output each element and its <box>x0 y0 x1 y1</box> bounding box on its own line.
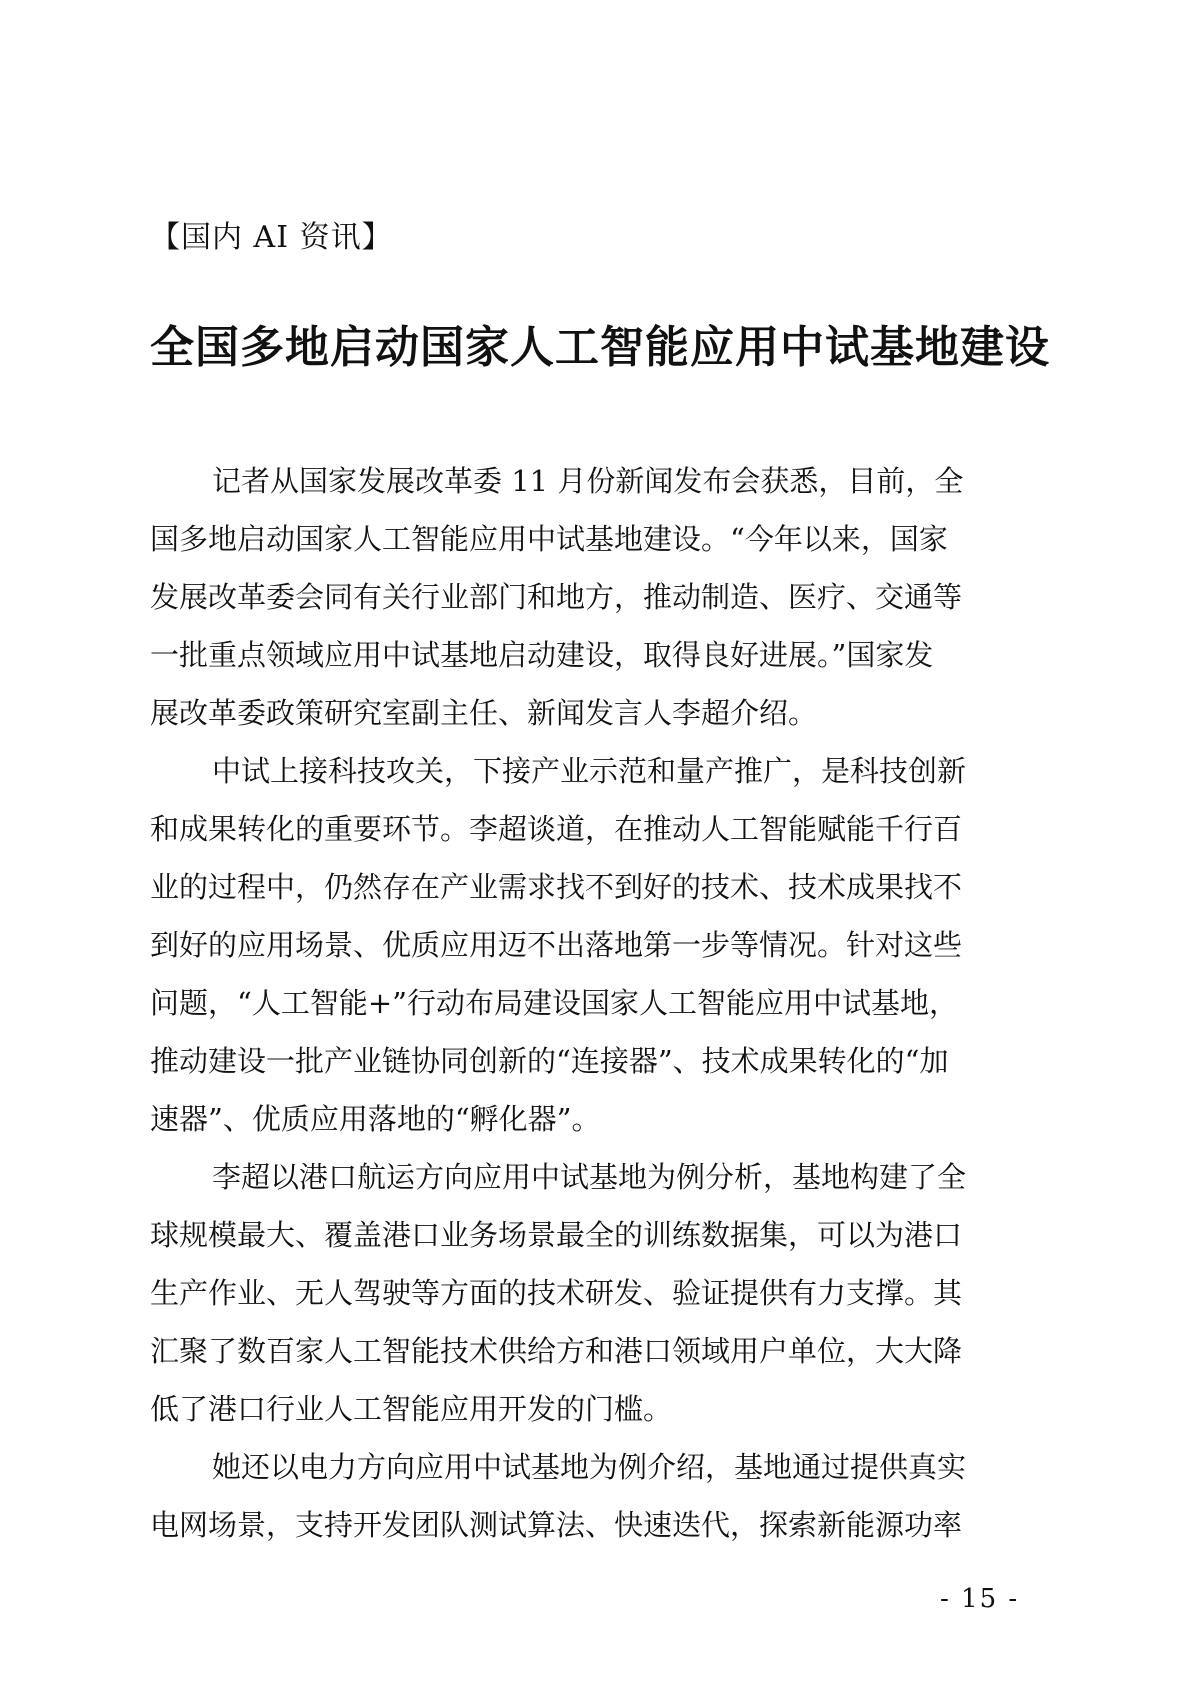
paragraph-1-line: 发展改革委会同有关行业部门和地方，推动制造、医疗、交通等 <box>150 580 963 614</box>
paragraph-2-line: 问题，“人工智能+”行动布局建设国家人工智能应用中试基地， <box>150 986 958 1020</box>
paragraph-2-line: 推动建设一批产业链协同创新的“连接器”、技术成果转化的“加 <box>150 1044 949 1078</box>
paragraph-1-line: 记者从国家发展改革委 11 月份新闻发布会获悉，目前，全 <box>212 464 964 498</box>
page-number: - 15 - <box>940 1584 1020 1614</box>
paragraph-1-line: 一批重点领域应用中试基地启动建设，取得良好进展。”国家发 <box>150 638 934 672</box>
paragraph-4-line: 她还以电力方向应用中试基地为例介绍，基地通过提供真实 <box>212 1450 967 1484</box>
paragraph-2-line: 业的过程中，仍然存在产业需求找不到好的技术、技术成果找不 <box>150 870 963 904</box>
paragraph-1-line: 国多地启动国家人工智能应用中试基地建设。“今年以来，国家 <box>150 522 948 556</box>
paragraph-2-line: 到好的应用场景、优质应用迈不出落地第一步等情况。针对这些 <box>150 928 963 962</box>
article-body <box>150 452 1040 1554</box>
section-tag: 【国内 AI 资讯】 <box>150 220 393 255</box>
paragraph-3-line: 汇聚了数百家人工智能技术供给方和港口领域用户单位，大大降 <box>150 1334 963 1368</box>
paragraph-1-line: 展改革委政策研究室副主任、新闻发言人李超介绍。 <box>150 696 818 730</box>
paragraph-3-line: 低了港口行业人工智能应用开发的门槛。 <box>150 1392 673 1426</box>
paragraph-3-line: 生产作业、无人驾驶等方面的技术研发、验证提供有力支撑。其 <box>150 1276 963 1310</box>
paragraph-3-line: 李超以港口航运方向应用中试基地为例分析，基地构建了全 <box>212 1160 967 1194</box>
paragraph-4-line: 电网场景，支持开发团队测试算法、快速迭代，探索新能源功率 <box>150 1508 963 1542</box>
paragraph-2-line: 速器”、优质应用落地的“孵化器”。 <box>150 1102 601 1136</box>
paragraph-2-line: 和成果转化的重要环节。李超谈道，在推动人工智能赋能千行百 <box>150 812 963 846</box>
paragraph-2-line: 中试上接科技攻关，下接产业示范和量产推广，是科技创新 <box>212 754 967 788</box>
paragraph-3-line: 球规模最大、覆盖港口业务场景最全的训练数据集，可以为港口 <box>150 1218 963 1252</box>
article-headline: 全国多地启动国家人工智能应用中试基地建设 <box>150 322 1050 373</box>
